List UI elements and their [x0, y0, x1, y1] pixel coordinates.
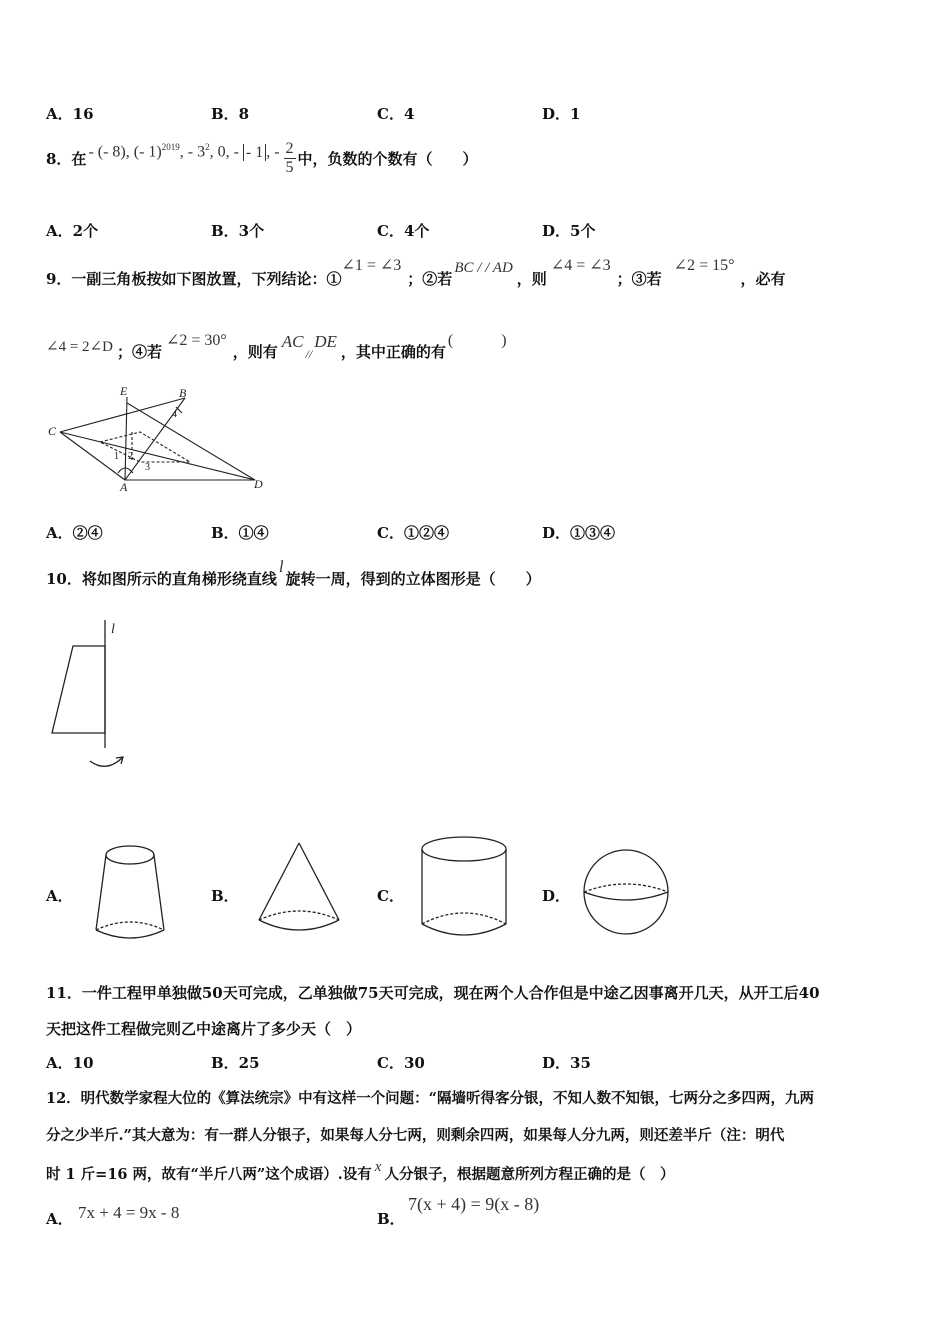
q8-option-c: C．4个: [377, 222, 430, 240]
q9-sep4: ，必有: [740, 270, 786, 288]
q9-label-B: B: [179, 386, 187, 400]
sphere-outline: [584, 850, 668, 934]
q8-abs: [243, 144, 266, 161]
q9-line1: [46, 255, 786, 289]
q9-line-CD: [60, 432, 255, 480]
q9-paren: ( ): [447, 332, 507, 349]
q8-expr-exp: 2019: [161, 142, 180, 153]
q9-prefix: 9．一副三角板按如下图放置，下列结论：①: [46, 270, 342, 288]
q10-rotation-arrow: [90, 758, 122, 766]
bottom-front: [259, 920, 339, 930]
q8-expr-exp: 2: [205, 142, 210, 153]
q8-expr-part: , - 3: [179, 143, 206, 161]
q9-cond3: ∠4 = ∠3: [550, 257, 611, 274]
q12-line3-var: x: [374, 1159, 382, 1175]
bottom-back: [259, 911, 339, 920]
q9-cond1: ∠1 = ∠3: [341, 257, 402, 274]
q10-option-d: D．: [542, 887, 571, 905]
bottom-back: [422, 913, 506, 924]
q11-line2: 天把这件工程做完则乙中途离片了多少天（ ）: [46, 1020, 362, 1038]
bottom-back: [96, 922, 164, 930]
q9-cond4: ∠2 = 15°: [673, 257, 735, 274]
q12-option-b-equation: 7(x + 4) = 9(x - 8): [408, 1194, 540, 1214]
q10-option-b-cone: [255, 840, 345, 940]
q7-option-c: C．4: [377, 105, 415, 123]
q8-fraction-num: 2: [285, 139, 294, 157]
q12-line1: 12．明代数学家程大位的《算法统宗》中有这样一个问题：“隔墙听得客分银，不知人数不知银，七两分之多四两，九两: [46, 1090, 815, 1107]
q9-option-b: B．①④: [211, 524, 269, 542]
equator-front: [584, 892, 668, 900]
q8-option-a: A．2个: [46, 222, 99, 240]
bottom-front: [422, 924, 506, 935]
q9-label-A: A: [120, 480, 128, 494]
q8-suffix: 中，负数的个数有（ ）: [297, 149, 478, 168]
q12-option-a-equation: 7x + 4 = 9x - 8: [78, 1203, 180, 1222]
q9-label-C: C: [48, 424, 57, 438]
q12-option-b-label: B．: [377, 1210, 405, 1228]
q11-option-c: C．30: [377, 1054, 425, 1072]
q9-label-D: D: [254, 477, 263, 491]
q9-cond2: BC / / AD: [454, 260, 513, 276]
q8-fraction: [284, 140, 296, 177]
q10-option-d-sphere: [582, 848, 672, 938]
q9-cond6: ∠2 = 30°: [165, 332, 227, 349]
q10-option-c-cylinder: [418, 834, 513, 944]
q9-label-2: 2: [128, 451, 133, 462]
q9-sep1: ；②若: [407, 270, 453, 288]
q10-option-c: C．: [377, 887, 404, 905]
q8-fraction-den: 5: [285, 158, 294, 176]
q11-option-d: D．35: [542, 1054, 591, 1072]
q9-label-1: 1: [114, 451, 119, 462]
left-side: [96, 855, 106, 930]
q10-prefix: 10．将如图所示的直角梯形绕直线: [46, 570, 277, 588]
left-side: [259, 843, 299, 920]
q9-sep2: ，则: [516, 270, 547, 288]
q12-line3-b: 人分银子，根据题意所列方程正确的是（ ）: [384, 1166, 675, 1183]
q9-option-d: D．①③④: [542, 524, 616, 542]
q11-option-a: A．10: [46, 1054, 94, 1072]
q11-line1: 11．一件工程甲单独做50天可完成，乙单独做75天可完成，现在两个人合作但是中途乙因事离开几天，从开工后40: [46, 984, 820, 1002]
q7-option-b: B．8: [211, 105, 250, 123]
q9-cond7-b: //: [305, 347, 313, 361]
q10-suffix: 旋转一周，得到的立体图形是（ ）: [285, 570, 541, 588]
right-side: [299, 843, 339, 920]
q10-option-a-truncated-cone: [90, 842, 170, 947]
q9-cond5: ∠4 = 2∠D: [46, 339, 113, 355]
q10-question: [46, 555, 541, 589]
q8-option-b: B．3个: [211, 222, 265, 240]
q10-option-b: B．: [211, 887, 239, 905]
q8-prefix: 8．在: [46, 149, 87, 168]
q8-abs-value: - 1: [245, 143, 264, 161]
q9-triangle-figure: [40, 385, 280, 495]
q9-label-3: 3: [145, 462, 150, 473]
q7-option-d: D．1: [542, 105, 581, 123]
q9-label-4: 4: [172, 409, 177, 420]
q8-expr-part: , 0, -: [209, 143, 243, 161]
q12-line2: 分之少半斤.”其大意为：有一群人分银子，如果每人分七两，则剩余四两，如果每人分九两，则还差半斤（注：明代: [46, 1127, 785, 1144]
q10-option-a: A．: [46, 887, 73, 905]
q8-expr-part: , -: [266, 143, 280, 161]
equator-back: [584, 884, 668, 892]
q7-option-a: A．16: [46, 105, 94, 123]
q9-option-a: A．②④: [46, 524, 103, 542]
q12-line3: [46, 1154, 674, 1184]
top-ellipse: [106, 846, 154, 864]
q9-sep6: ，则有: [232, 343, 278, 361]
q9-line2: [46, 328, 507, 362]
q10-var: l: [278, 557, 284, 576]
q8-expression: [88, 142, 279, 161]
bottom-front: [96, 930, 164, 938]
top-ellipse: [422, 837, 506, 861]
q9-label-E: E: [120, 384, 128, 398]
q8-option-d: D．5个: [542, 222, 596, 240]
q9-cond7-c: DE: [314, 332, 337, 351]
q9-option-c: C．①②④: [377, 524, 449, 542]
q8-expr-part: - (- 8), (- 1): [88, 143, 162, 161]
q12-line3-a: 时 1 斤=16 两，故有“半斤八两”这个成语）.设有: [46, 1166, 372, 1183]
q9-tail: ，其中正确的有: [340, 343, 446, 361]
q9-cond7-a: AC: [281, 332, 304, 351]
q10-axis-label: l: [111, 622, 115, 637]
q10-trapezoid-figure: [48, 618, 138, 778]
right-side: [154, 855, 164, 930]
q10-trapezoid: [52, 646, 105, 733]
q9-sep5: ；④若: [116, 343, 162, 361]
q9-sep3: ；③若: [616, 270, 662, 288]
q11-option-b: B．25: [211, 1054, 260, 1072]
q12-option-a-label: A．: [46, 1210, 73, 1228]
q8-question: [46, 138, 478, 178]
